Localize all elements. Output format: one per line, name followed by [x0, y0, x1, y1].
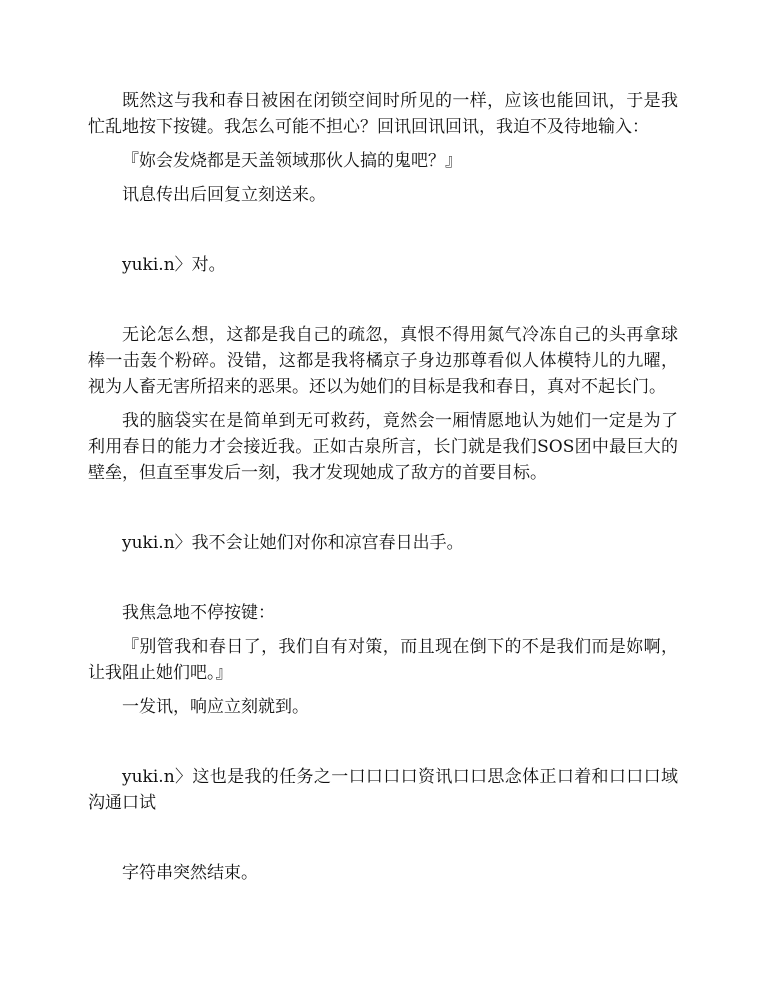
chat-message: yuki.n〉这也是我的任务之一口口口口资讯口口思念体正口着和口口口域沟通口试 [88, 767, 678, 813]
paragraph: 字符串突然结束。 [122, 863, 258, 883]
chat-message: yuki.n〉我不会让她们对你和凉宫春日出手。 [122, 533, 464, 553]
paragraph: 既然这与我和春日被困在闭锁空间时所见的一样，应该也能回讯，于是我忙乱地按下按键。我怎么可能不担心？回讯回讯回讯，我迫不及待地输入： [88, 91, 678, 137]
paragraph: 我的脑袋实在是简单到无可救药，竟然会一厢情愿地认为她们一定是为了利用春日的能力才会接近我。正如古泉所言，长门就是我们SOS团中最巨大的壁垒，但直至事发后一刻，我才发现她成了敌方的首要目标。 [88, 411, 678, 483]
document-page [88, 88, 678, 886]
paragraph: 我焦急地不停按键： [122, 603, 275, 623]
quoted-message: 『妳会发烧都是天盖领域那伙人搞的鬼吧？』 [122, 151, 462, 171]
quoted-message: 『别管我和春日了，我们自有对策，而且现在倒下的不是我们而是妳啊，让我阻止她们吧。』 [88, 637, 678, 683]
paragraph: 讯息传出后回复立刻送来。 [122, 185, 326, 205]
paragraph: 一发讯，响应立刻就到。 [122, 697, 309, 717]
chat-message: yuki.n〉对。 [122, 255, 226, 275]
paragraph: 无论怎么想，这都是我自己的疏忽，真恨不得用氮气冷冻自己的头再拿球棒一击轰个粉碎。没错，这都是我将橘京子身边那尊看似人体模特儿的九曜，视为人畜无害所招来的恶果。还以为她们的目标是我和春日，真对不起长门。 [88, 325, 678, 397]
